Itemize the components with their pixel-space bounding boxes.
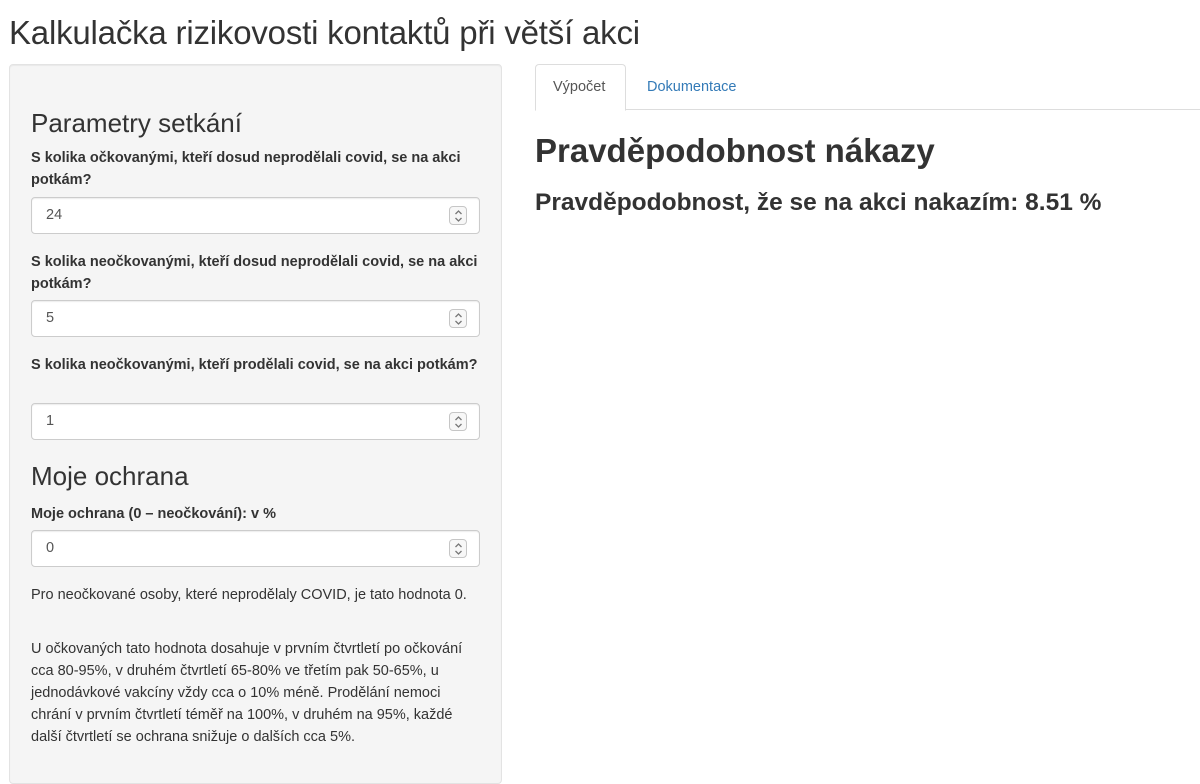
unvaccinated-count-value: 5 — [46, 310, 55, 326]
number-spinner-icon[interactable] — [449, 309, 467, 328]
tab-bar — [535, 64, 1200, 110]
result-heading: Pravděpodobnost nákazy — [535, 132, 935, 169]
section-title-meeting-params: Parametry setkání — [31, 108, 242, 138]
section-title-my-protection: Moje ochrana — [31, 461, 189, 491]
sidebar-panel — [9, 64, 502, 784]
vaccinated-count-label: S kolika očkovanými, kteří dosud neprodělali covid, se na akci potkám? — [31, 150, 461, 188]
tab-calculation[interactable]: Výpočet — [535, 64, 626, 111]
protection-input[interactable] — [31, 530, 480, 567]
vaccinated-count-input[interactable] — [31, 197, 480, 234]
protection-value: 0 — [46, 540, 55, 556]
unvaccinated-count-input[interactable] — [31, 300, 480, 337]
help-text-unvaccinated: Pro neočkované osoby, které neprodělaly COVID, je tato hodnota 0. — [31, 587, 467, 603]
result-probability: Pravděpodobnost, že se na akci nakazím: 8.51 % — [535, 189, 1102, 216]
recovered-count-label: S kolika neočkovanými, kteří prodělali covid, se na akci potkám? — [31, 357, 478, 373]
vaccinated-count-value: 24 — [46, 207, 63, 223]
recovered-count-input[interactable] — [31, 403, 480, 440]
recovered-count-value: 1 — [46, 413, 55, 429]
help-text-vaccinated: U očkovaných tato hodnota dosahuje v prvním čtvrtletí po očkování cca 80-95%, v druhém čtvrtletí 65-80% ve třetím pak 50-65%, u jednodávkové vakcíny vždy cca o 10% méně. Prodělání nemoci chrání v prvním čtvrtletí téměř na 100%, v druhém na 95%, každé další čtvrtletí se ochrana snižuje o dalších cca 5%. — [31, 641, 463, 745]
tab-documentation[interactable]: Dokumentace — [647, 79, 737, 95]
number-spinner-icon[interactable] — [449, 206, 467, 225]
unvaccinated-count-label: S kolika neočkovanými, kteří dosud neprodělali covid, se na akci potkám? — [31, 254, 478, 292]
protection-label: Moje ochrana (0 – neočkování): v % — [31, 506, 276, 522]
number-spinner-icon[interactable] — [449, 539, 467, 558]
page-title: Kalkulačka rizikovosti kontaktů při větší akci — [9, 14, 640, 51]
number-spinner-icon[interactable] — [449, 412, 467, 431]
